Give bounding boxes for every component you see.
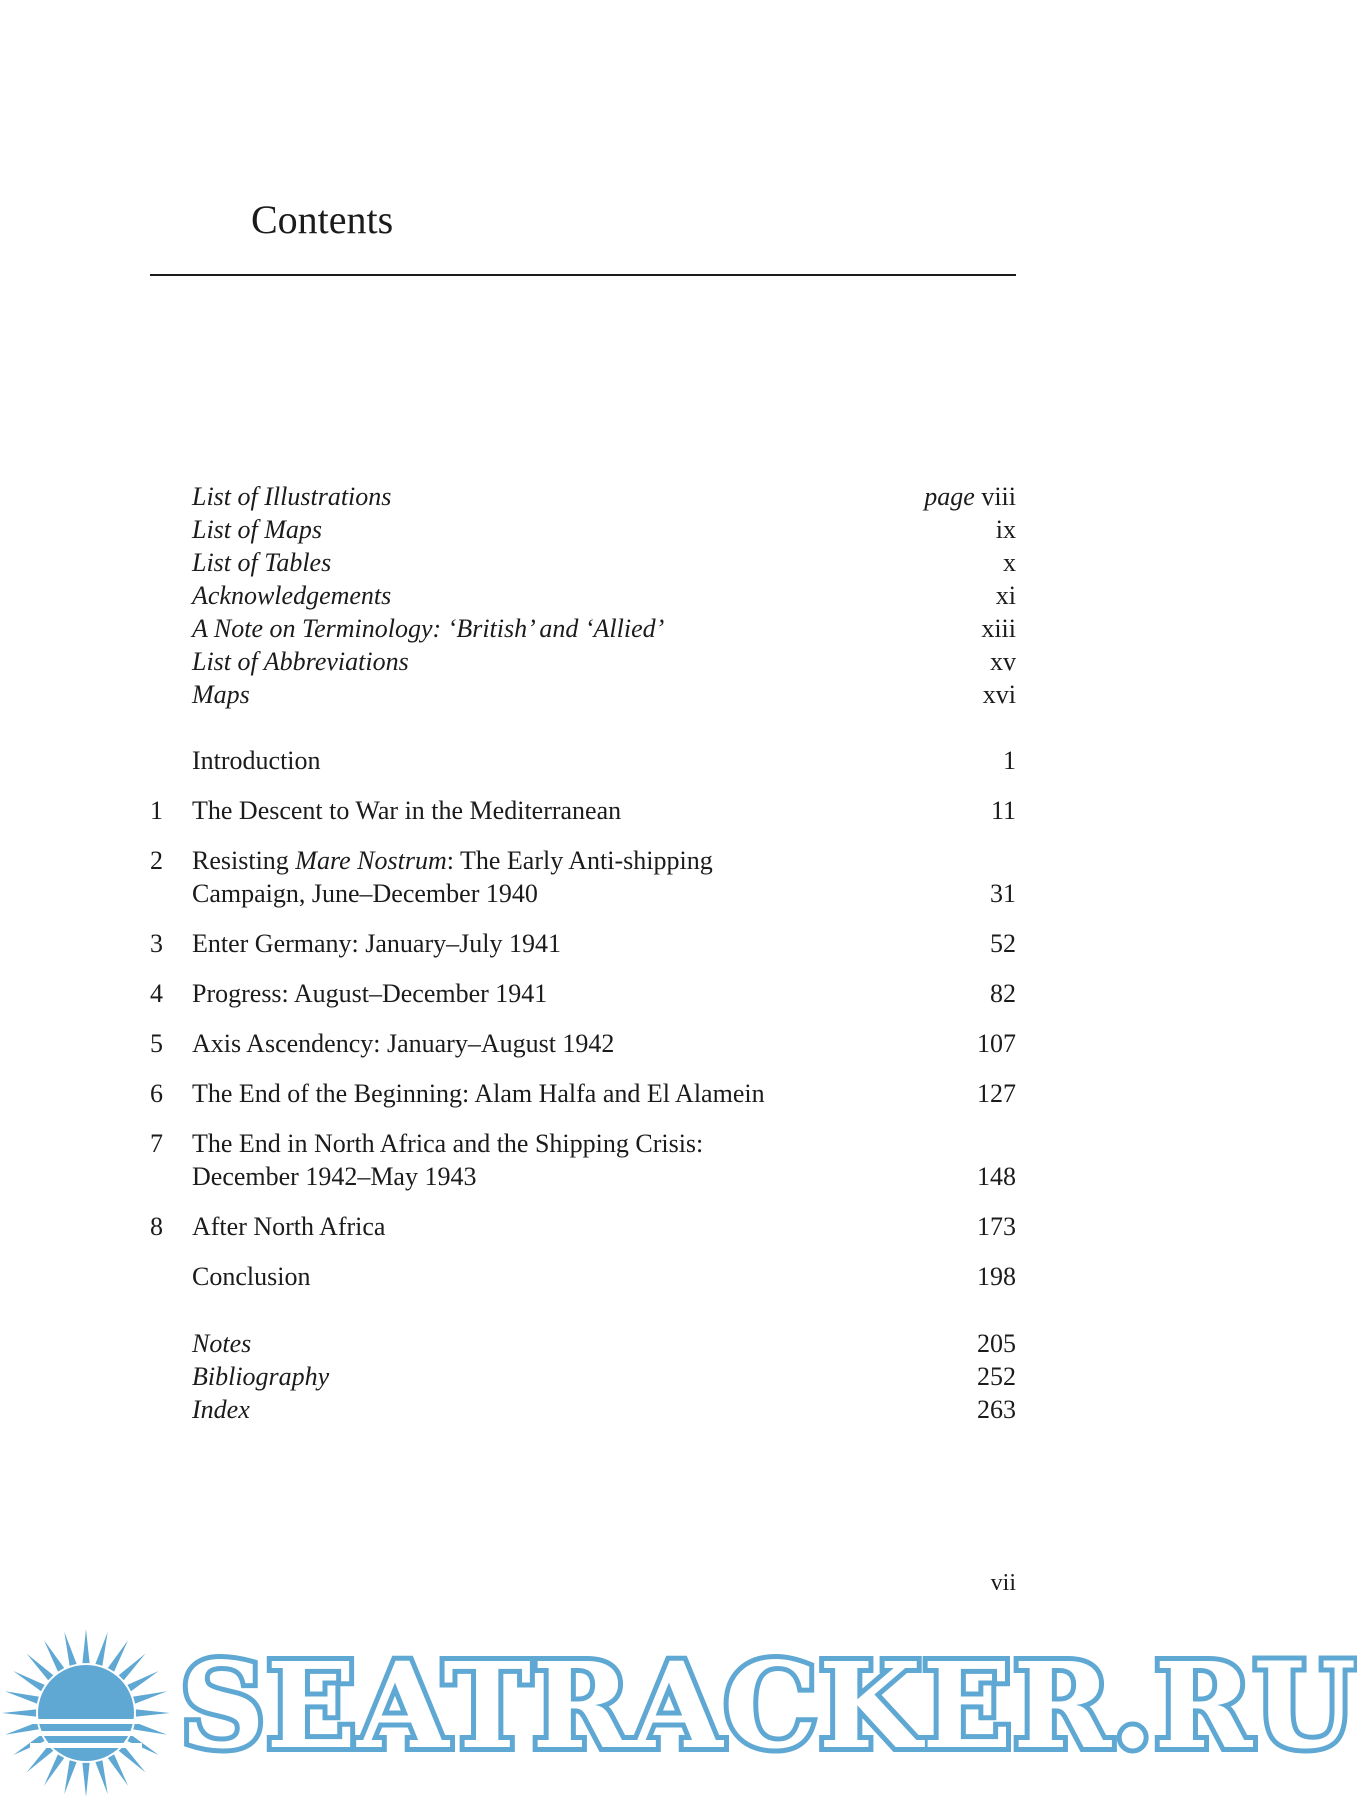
sun-ray	[27, 1654, 54, 1681]
chapter-number: 5	[150, 1029, 163, 1058]
toc-entry-page: 198	[977, 1262, 1016, 1291]
sun-ray	[64, 1632, 76, 1666]
toc-entry-page: 11	[990, 796, 1016, 825]
toc-entry-page: 107	[977, 1029, 1016, 1058]
page-number: viii	[981, 482, 1016, 511]
watermark-text: SEATRACKER.RU	[180, 1636, 1357, 1775]
toc-chapter-2[interactable]	[150, 844, 1016, 910]
page-prefix: page	[924, 482, 975, 511]
sun-ray	[44, 1640, 64, 1671]
toc-entry-title: List of Abbreviations	[192, 647, 409, 676]
page-folio: vii	[990, 1570, 1016, 1596]
toc-entry-title: Acknowledgements	[192, 581, 392, 610]
sun-ray	[133, 1691, 167, 1703]
toc-entry-title: The End of the Beginning: Alam Halfa and El Alamein	[192, 1079, 765, 1108]
toc-chapter-7[interactable]	[150, 1127, 1016, 1193]
toc-entry-page: x	[1003, 548, 1016, 577]
title-line2: December 1942–May 1943	[192, 1162, 477, 1191]
toc-entry-page: 52	[990, 929, 1016, 958]
sun-ray	[13, 1671, 44, 1691]
toc-entry-title	[192, 1127, 892, 1193]
toc-entry-title	[192, 844, 892, 910]
toc-entry-page: 148	[977, 1162, 1016, 1191]
toc-entry-page: xi	[995, 581, 1016, 610]
toc-entry-title: Axis Ascendency: January–August 1942	[192, 1029, 615, 1058]
title-part: : The Early Anti-shipping	[446, 846, 713, 875]
sun-ray	[27, 1746, 54, 1773]
sun-ray	[95, 1760, 107, 1794]
title-italic-part: Mare Nostrum	[295, 846, 447, 875]
toc-entry-page: 263	[977, 1395, 1016, 1424]
toc-entry-title: Conclusion	[192, 1262, 311, 1291]
toc-entry-page: xvi	[982, 680, 1016, 709]
toc-entry-title: The Descent to War in the Mediterranean	[192, 796, 622, 825]
chapter-number: 3	[150, 929, 163, 958]
title-part: Resisting	[192, 846, 296, 875]
sun-ray	[119, 1746, 146, 1773]
toc-entry-title: Progress: August–December 1941	[192, 979, 548, 1008]
sun-ray	[64, 1760, 76, 1794]
title-rule	[150, 274, 1016, 276]
toc-entry-page: xiii	[981, 614, 1016, 643]
toc-entry-page: 82	[990, 979, 1016, 1008]
toc-entry-title: A Note on Terminology: ‘British’ and ‘Allied’	[192, 614, 665, 643]
title-part: The End in North Africa and the Shipping Crisis:	[192, 1129, 704, 1158]
toc-entry-title: After North Africa	[192, 1212, 386, 1241]
sun-ray	[119, 1654, 146, 1681]
sun-ray	[95, 1632, 107, 1666]
title-line2: Campaign, June–December 1940	[192, 879, 538, 908]
chapter-number: 1	[150, 796, 163, 825]
sun-ray	[82, 1629, 89, 1663]
toc-entry-page: 252	[977, 1362, 1016, 1391]
toc-entry-page: ix	[995, 515, 1016, 544]
toc-entry-title: List of Tables	[192, 548, 332, 577]
chapter-number: 2	[150, 846, 163, 875]
chapter-number: 4	[150, 979, 163, 1008]
toc-entry-page: 31	[990, 879, 1016, 908]
toc-entry-title: Index	[192, 1395, 250, 1424]
sun-ray	[127, 1671, 158, 1691]
chapter-number: 8	[150, 1212, 163, 1241]
toc-entry-title: Enter Germany: January–July 1941	[192, 929, 561, 958]
toc-entry-title: Maps	[192, 680, 250, 709]
sun-ray	[108, 1640, 128, 1671]
toc-entry-title: Introduction	[192, 746, 321, 775]
toc-entry-page: 205	[977, 1329, 1016, 1358]
chapter-number: 6	[150, 1079, 163, 1108]
sun-ray	[136, 1709, 170, 1716]
toc-entry-page	[924, 480, 1016, 513]
sun-ray	[5, 1691, 39, 1703]
toc-entry-title: Notes	[192, 1329, 252, 1358]
toc-entry-title: Bibliography	[192, 1362, 330, 1391]
sun-ray	[2, 1709, 36, 1716]
sun-ray	[82, 1763, 89, 1797]
toc-entry-page: xv	[990, 647, 1016, 676]
sun-ray	[108, 1754, 128, 1785]
toc-entry-title: List of Illustrations	[192, 482, 392, 511]
sun-ray	[44, 1754, 64, 1785]
chapter-number: 7	[150, 1129, 163, 1158]
toc-entry-title: List of Maps	[192, 515, 323, 544]
page-title: Contents	[251, 197, 394, 242]
toc-entry-page: 173	[977, 1212, 1016, 1241]
toc-entry-page: 127	[977, 1079, 1016, 1108]
toc-entry-page: 1	[1003, 746, 1016, 775]
